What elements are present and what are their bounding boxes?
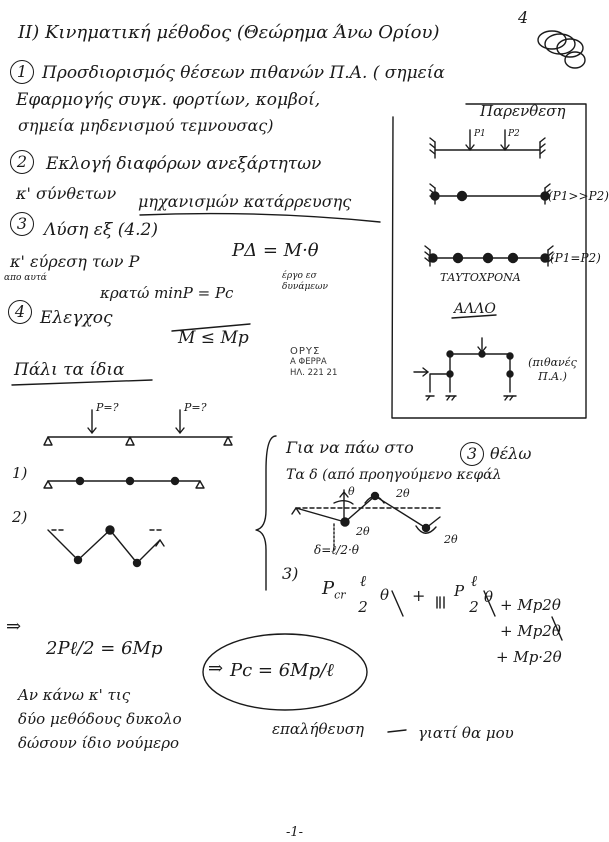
stamp-line-3: ΗΛ. 221 21 — [290, 368, 338, 378]
box-allo: ΑΛΛΟ — [454, 301, 496, 317]
stamp-line-2: Α ΦΕΡΡΑ — [290, 357, 327, 367]
eq3-subscript: cr — [334, 588, 346, 602]
work-note-a: έργο εσ — [282, 271, 317, 281]
box-condition-2: (P1=P2) — [550, 251, 601, 265]
case-2-label: 2) — [12, 508, 28, 526]
step-2-number: 2 — [10, 150, 34, 174]
case-3-label: 3) — [282, 564, 299, 583]
step-4-label: Ελεγχος — [40, 308, 113, 328]
brace — [256, 436, 276, 590]
eq3-phi-1: θ — [380, 586, 390, 604]
note-line-b3: γιατί θα μου — [418, 724, 514, 742]
implies-arrow-1: ⇒ — [6, 616, 22, 637]
implies-arrow-2: ⇒ — [208, 658, 224, 679]
step-1-line-c: σημεία μηδενισμού τεμνουσας) — [18, 116, 274, 135]
header-title: II) Κινηματική μέθοδος (Θεώρημα Άνω Ορίου) — [18, 22, 440, 43]
box-condition-1: (P1>>P2) — [548, 189, 609, 203]
eq3-frac2-num: ℓ — [470, 572, 478, 590]
final-equation: 2Pℓ/2 = 6Mp — [46, 638, 163, 659]
box-note: (πιθανές Π.Α.) — [528, 356, 577, 383]
note-line-c: δώσουν ίδιο νούμερο — [18, 734, 180, 752]
step-3-label: Λύση εξ (4.2) — [44, 220, 158, 240]
note-line-a: Αν κάνω κ' τις — [18, 686, 131, 704]
step-4-number: 4 — [8, 300, 32, 324]
work-equation: PΔ = M·θ — [232, 240, 319, 261]
step-3-find-b: απο αυτά — [4, 273, 47, 283]
step-1-line-b: Εφαρμογής συγκ. φορτίων, κομβοί, — [16, 90, 321, 110]
work-note-b: δυνάμεων — [282, 282, 328, 292]
load-label-2: P=? — [184, 401, 207, 414]
step-3-number: 3 — [10, 212, 34, 236]
eq3-plus: + — [412, 586, 426, 605]
eq3-p2: P — [454, 582, 465, 600]
note-strike — [388, 730, 406, 732]
step-3-find-c: κρατώ minP = Pc — [100, 284, 234, 302]
box-p2: P2 — [508, 129, 520, 139]
delta-relation: δ=ℓ/2·θ — [314, 543, 359, 557]
case-1-label: 1) — [12, 464, 28, 482]
eq3-line-3: + Mp·2θ — [496, 648, 562, 666]
eq3-frac2-den: 2 — [469, 598, 479, 616]
page-mark: 4 — [518, 8, 529, 27]
angle-theta: θ — [348, 485, 355, 498]
page-number: -1- — [286, 825, 304, 840]
step-1-line-a: Προσδιορισμός θέσεων πιθανών Π.Α. ( σημεία — [42, 63, 445, 83]
final-result: Pc = 6Mp/ℓ — [230, 660, 334, 681]
again-heading: Πάλι τα ίδια — [14, 360, 125, 380]
case2-mechanism — [48, 530, 164, 563]
step-2-line-a: Εκλογή διαφόρων ανεξάρτητων — [46, 154, 322, 174]
box-beam-2 — [430, 184, 550, 204]
underline-again — [12, 380, 152, 385]
step-2-line-b: κ' σύνθετων — [16, 184, 117, 203]
load-label-1: P=? — [96, 401, 119, 414]
stamp-line-1: ΟΡΥΣ — [290, 346, 321, 357]
eq3-frac-den: 2 — [358, 598, 368, 616]
eq3-frac-num: ℓ — [359, 572, 367, 590]
ref-3-circle: 3 — [460, 442, 484, 466]
check-inequality: M ≤ Mp — [178, 328, 249, 348]
eq3-p-symbol: P — [322, 578, 335, 599]
angle-2theta-mid: 2θ — [356, 525, 370, 538]
eq3-rest: + Mp2θ — [500, 596, 561, 614]
eq3-line-2: + Mp2θ — [500, 622, 561, 640]
strike-hatch — [437, 597, 444, 608]
step-2-line-c: μηχανισμών κατάρρευσης — [138, 192, 352, 211]
box-simultaneous: ΤΑΥΤΟΧΡΟΝΑ — [440, 271, 521, 284]
angle-2theta-top: 2θ — [396, 487, 410, 500]
note-line-b2: επαλήθευση — [272, 720, 364, 738]
eq3-p — [322, 580, 346, 601]
scribble-mark — [538, 31, 585, 68]
box-beam-1 — [430, 130, 545, 158]
underline-mechanisms — [140, 214, 380, 222]
frame-sketch — [414, 338, 516, 400]
case1-beam — [44, 481, 204, 488]
slash-phi-1 — [392, 591, 403, 616]
continuous-beam-loads — [44, 410, 232, 445]
step-3-find-a: κ' εύρεση των P — [10, 252, 140, 271]
angle-2theta-right: 2θ — [444, 533, 458, 546]
right-line-a: Για να πάω στο — [286, 438, 414, 457]
box-p1: P1 — [474, 129, 486, 139]
box-title: Παρενθεση — [480, 102, 566, 120]
step-1-number: 1 — [10, 60, 34, 84]
stamp — [290, 346, 337, 379]
right-line-a2: θέλω — [490, 444, 532, 463]
right-line-b: Τα δ (από προηγούμενο κεφάλ — [286, 467, 502, 483]
note-line-b: δύο μεθόδους δυκολο — [18, 710, 182, 728]
eq3-phi-2: θ — [484, 588, 494, 606]
